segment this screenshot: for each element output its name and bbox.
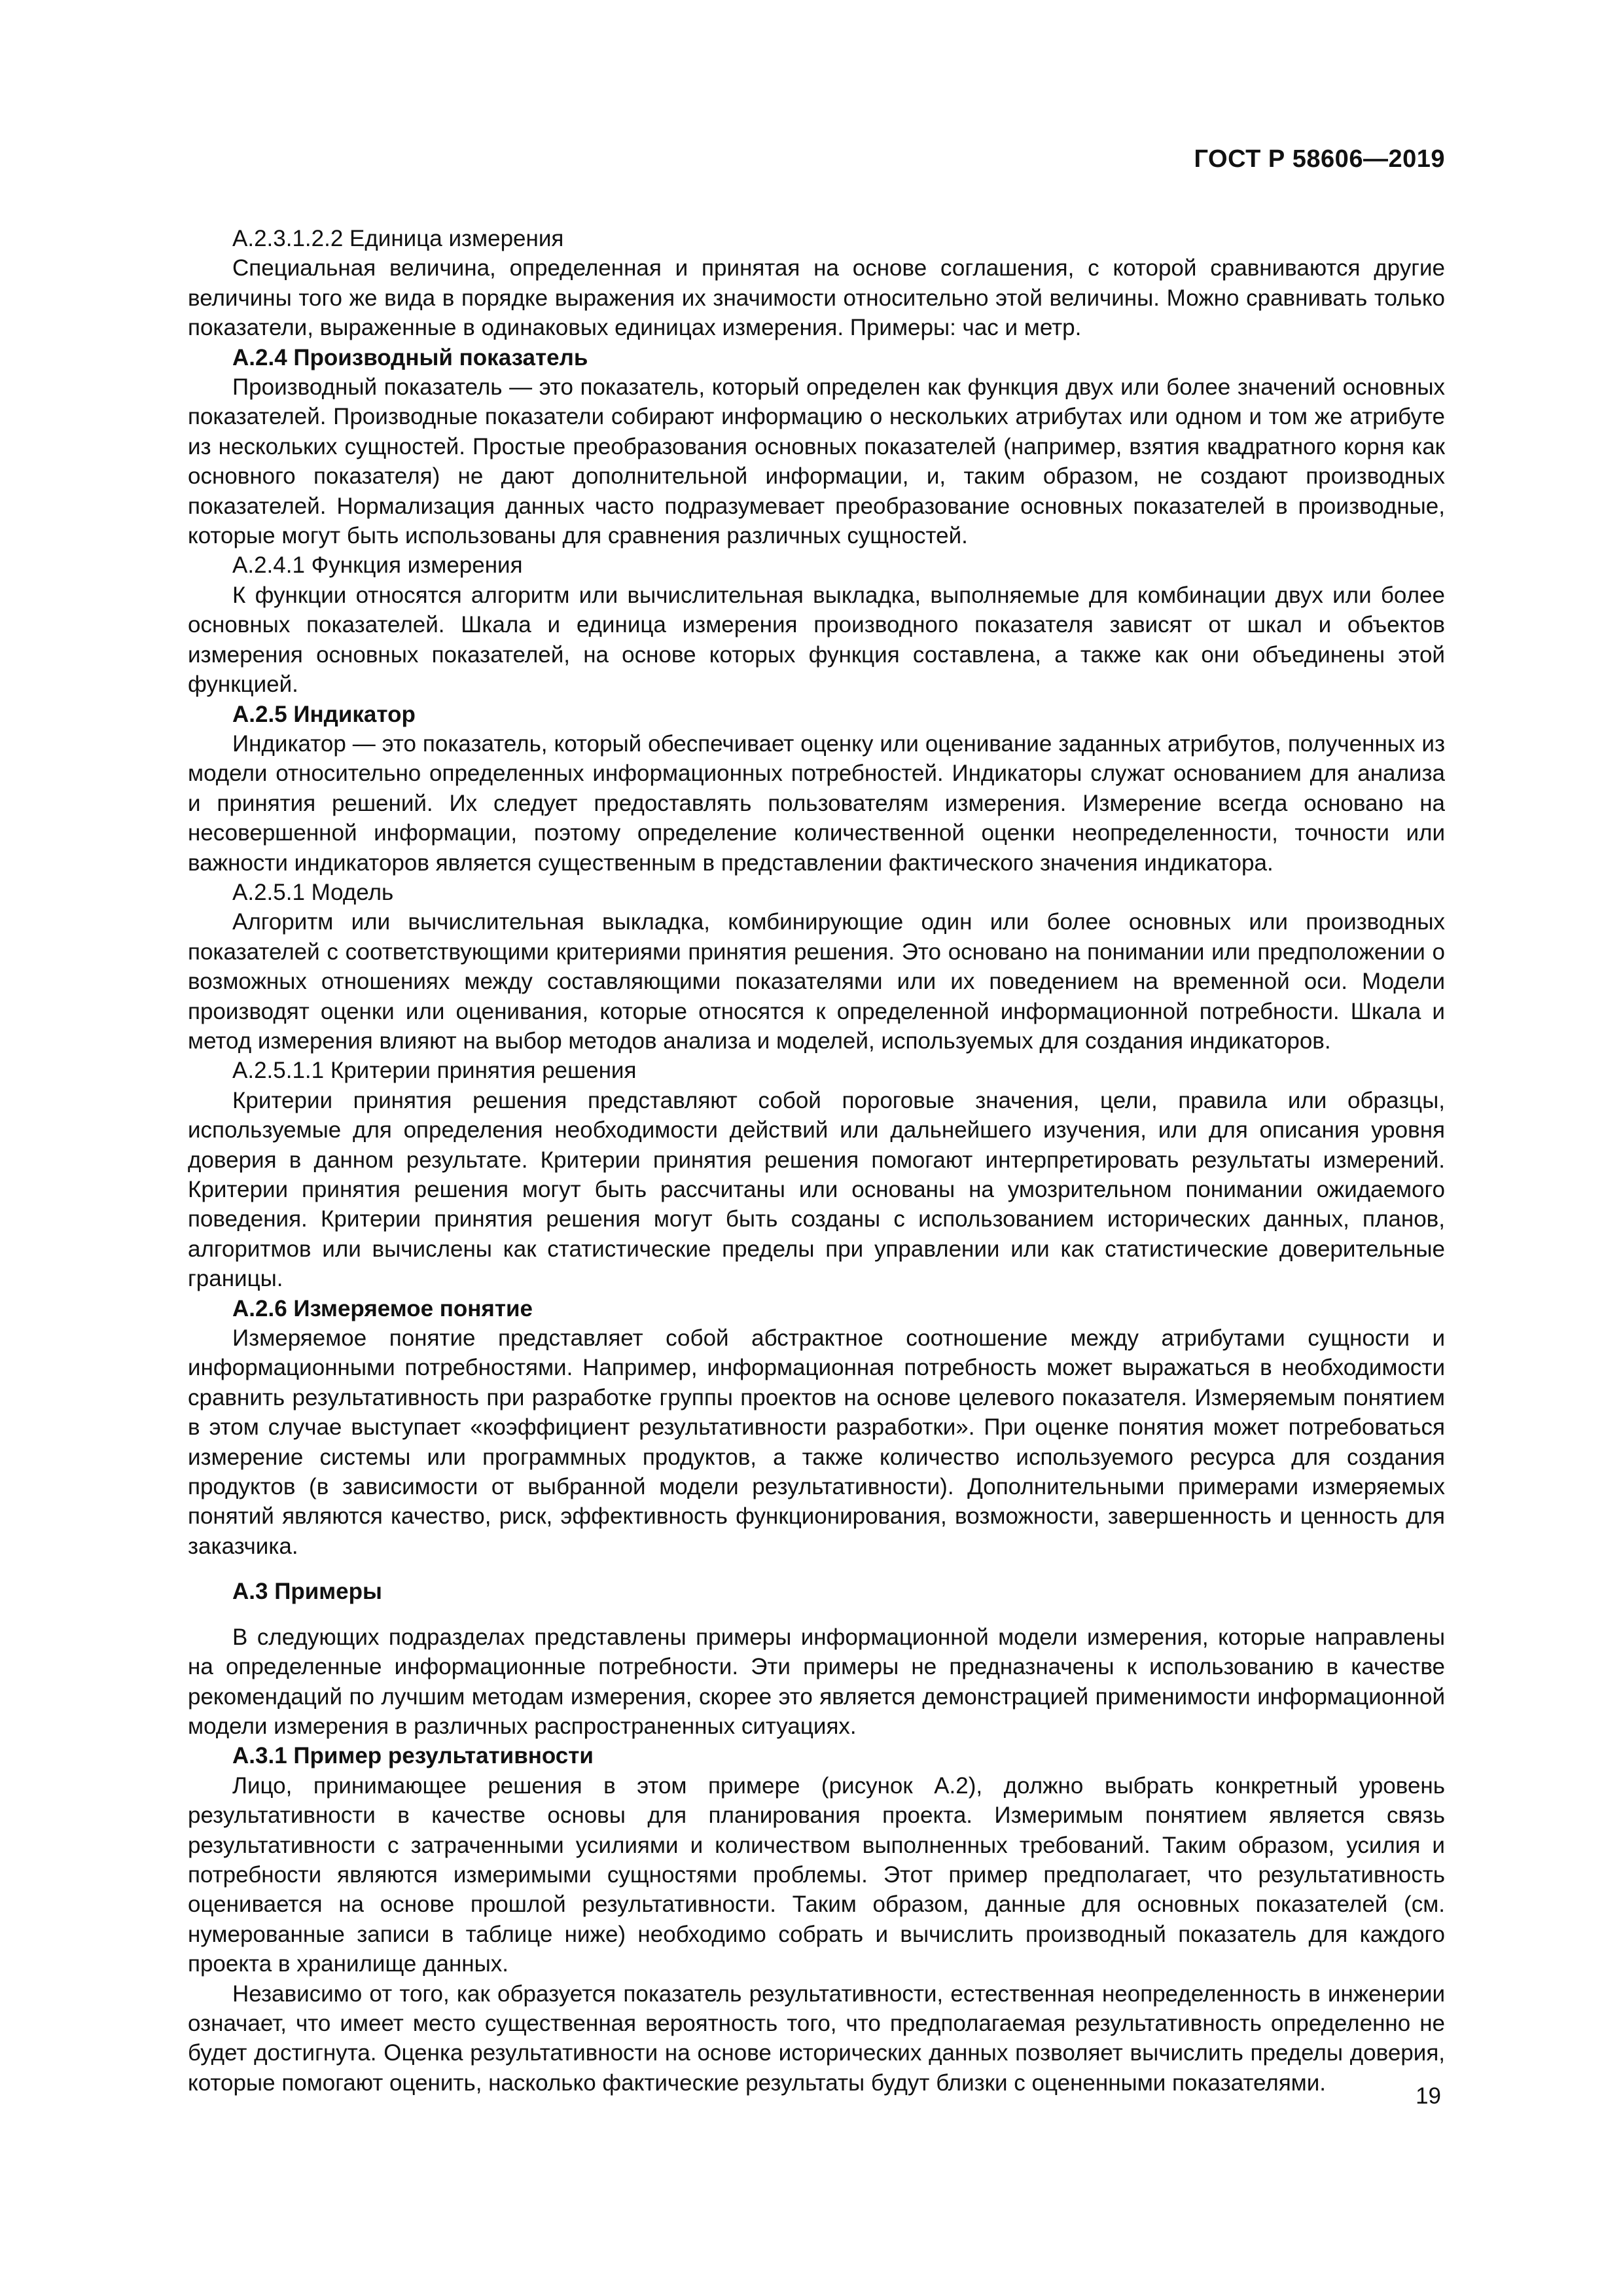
page-number: 19 [1416, 2083, 1441, 2109]
paragraph: Производный показатель — это показатель, который определен как функция двух или более значений основных показателей. Производные показатели собирают информацию о нескольких атрибутах или одном и том же атрибуте из нескольких сущностей. Простые преобразования основных показателей (например, взятия квадратного корня как основного показателя) не дают дополнительной информации, и, таким образом, не создают производных показателей. Нормализация данных часто подразумевает преобразование основных показателей в производные, которые могут быть использованы для сравнения различных сущностей. [188, 374, 1445, 549]
document-header: ГОСТ Р 58606—2019 [1194, 145, 1445, 173]
paragraph: К функции относятся алгоритм или вычислительная выкладка, выполняемые для комбинации двух или более основных показателей. Шкала и единица измерения производного показателя зависят от шкал и объектов измерения основных показателей, на основе которых функция составлена, а также как они объединены этой функцией. [188, 582, 1445, 698]
paragraph: Индикатор — это показатель, который обеспечивает оценку или оценивание заданных атрибутов, полученных из модели относительно определенных информационных потребностей. Индикаторы служат основанием для анализа и принятия решений. Их следует предоставлять пользователям измерения. Измерение всегда основано на несовершенной информации, поэтому определение количественной оценки неопределенности, точности или важности индикаторов является существенным в представлении фактического значения индикатора. [188, 730, 1445, 876]
section-heading: А.2.4 Производный показатель [232, 344, 588, 370]
paragraph: А.2.5.1.1 Критерии принятия решения [232, 1058, 637, 1084]
paragraph: Лицо, принимающее решения в этом примере (рисунок А.2), должно выбрать конкретный уровень результативности в качестве основы для планирования проекта. Измеримым понятием является связь результативности с затраченными усилиями и количеством выполненных требований. Таким образом, усилия и потребности являются измеримыми сущностями проблемы. Этот пример предполагает, что результативность оценивается на основе прошлой результативности. Таким образом, данные для основных показателей (см. нумерованные записи в таблице ниже) необходимо собрать и вычислить производный показатель для каждого проекта в хранилище данных. [188, 1772, 1445, 1977]
paragraph: Измеряемое понятие представляет собой абстрактное соотношение между атрибутами сущности и информационными потребностями. Например, информационная потребность может выражаться в необходимости сравнить результативность при разработке группы проектов на основе целевого показателя. Измеряемым понятием в этом случае выступает «коэффициент результативности разработки». При оценке понятия может потребоваться измерение системы или программных продуктов, а также количество используемого ресурса для создания продуктов (в зависимости от выбранной модели результативности). Дополнительными примерами измеряемых понятий являются качество, риск, эффективность функционирования, возможности, завершенность и ценность для заказчика. [188, 1325, 1445, 1559]
section-heading: А.2.6 Измеряемое понятие [232, 1295, 533, 1321]
section-heading: А.3 Примеры [232, 1579, 382, 1605]
paragraph: Алгоритм или вычислительная выкладка, комбинирующие один или более основных или производных показателей с соответствующими критериями принятия решения. Это основано на понимании или предположении о возможных отношениях между составляющими показателями или их поведением на временной оси. Модели производят оценки или оценивания, которые относятся к определенной информационной потребности. Шкала и метод измерения влияют на выбор методов анализа и моделей, используемых для создания индикаторов. [188, 909, 1445, 1054]
paragraph: Критерии принятия решения представляют собой пороговые значения, цели, правила или образцы, используемые для определения необходимости действий или дальнейшего изучения, или для описания уровня доверия в данном результате. Критерии принятия решения помогают интерпретировать результаты измерений. Критерии принятия решения могут быть рассчитаны или основаны на умозрительном понимании ожидаемого поведения. Критерии принятия решения могут быть созданы с использованием исторических данных, планов, алгоритмов или вычислены как статистические пределы при управлении или как статистические доверительные границы. [188, 1087, 1445, 1292]
paragraph: А.2.5.1 Модель [232, 879, 394, 905]
paragraph: А.2.4.1 Функция измерения [232, 552, 523, 579]
paragraph: А.2.3.1.2.2 Единица измерения [232, 226, 564, 251]
paragraph: В следующих подразделах представлены примеры информационной модели измерения, которые направлены на определенные информационные потребности. Эти примеры не предназначены к использованию в качестве рекомендаций по лучшим методам измерения, скорее это является демонстрацией применимости информационной модели измерения в различных распространенных ситуациях. [188, 1624, 1445, 1739]
section-heading: А.2.5 Индикатор [232, 701, 416, 727]
section-heading: А.3.1 Пример результативности [232, 1743, 594, 1769]
paragraph: Независимо от того, как образуется показатель результативности, естественная неопределенность в инженерии означает, что имеет место существенная вероятность того, что предполагаемая результативность определенно не будет достигнута. Оценка результативности на основе исторических данных позволяет вычислить пределы доверия, которые помогают оценить, насколько фактические результаты будут близки с оцененными показателями. [188, 1981, 1445, 2096]
paragraph: Специальная величина, определенная и принятая на основе соглашения, с которой сравниваются другие величины того же вида в порядке выражения их значимости относительно этой величины. Можно сравнивать только показатели, выраженные в одинаковых единицах измерения. Примеры: час и метр. [188, 255, 1445, 341]
document-body [188, 224, 1445, 2098]
